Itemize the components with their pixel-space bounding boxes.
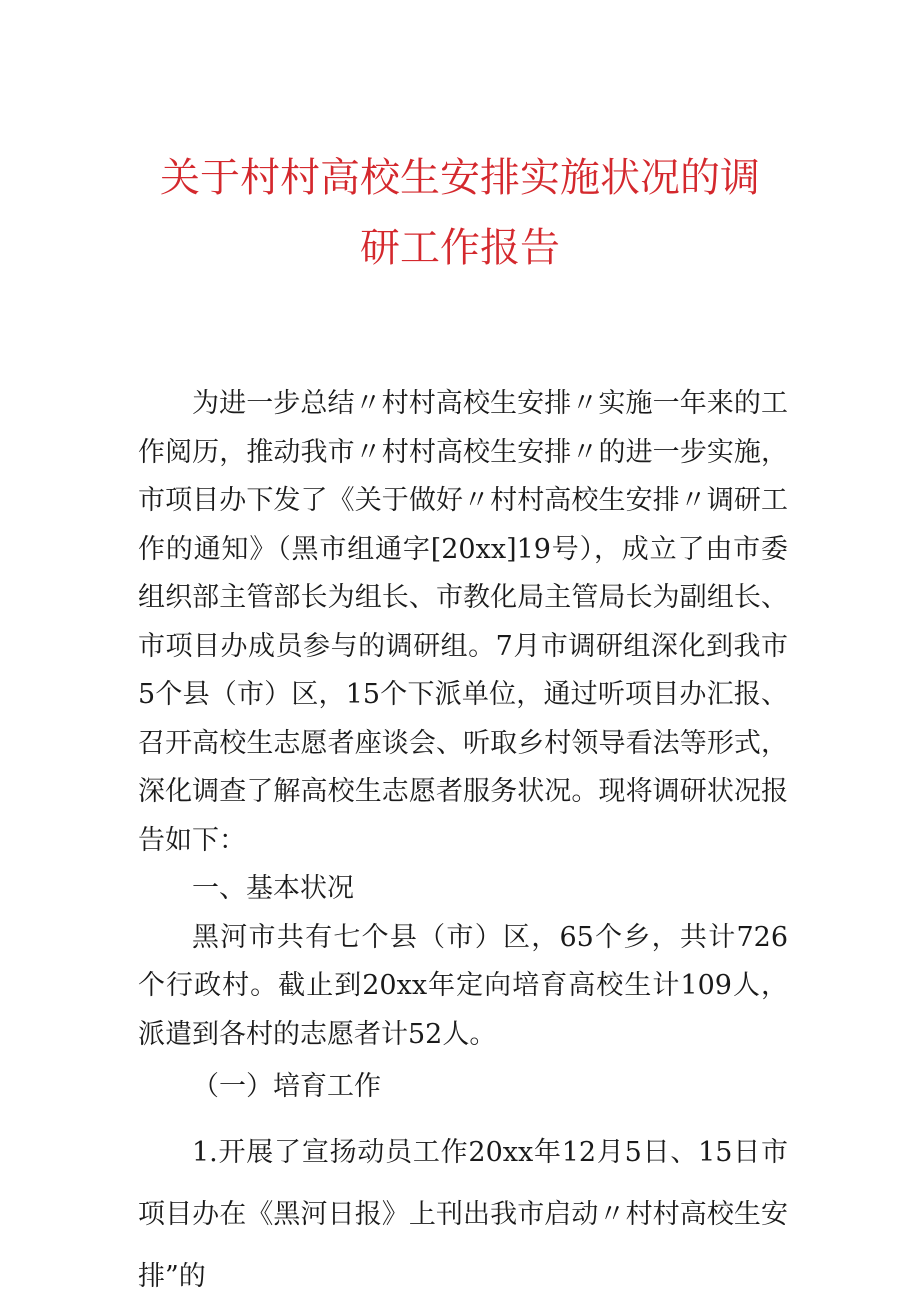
section-heading-basic-situation: 一、基本状况 [192,873,354,904]
item-1-paragraph: 1.开展了宣扬动员工作20xx年12月5日、15日市项目办在《黑河日报》上刊出我市启动〃村村高校生安排”的 [138,1136,788,1292]
document-body [138,380,788,1308]
intro-paragraph: 为进一步总结〃村村高校生安排〃实施一年来的工作阅历，推动我市〃村村高校生安排〃的进一步实施，市项目办下发了《关于做好〃村村高校生安排〃调研工作的通知》（黑市组通字[20xx]19号），成立了由市委组织部主管部长为组长、市教化局主管局长为副组长、市项目办成员参与的调研组。7月市调研组深化到我市5个县（市）区，15个下派单位，通过听项目办汇报、召开高校生志愿者座谈会、听取乡村领导看法等形式，深化调查了解高校生志愿者服务状况。现将调研状况报告如下： [138,388,788,856]
basic-situation-paragraph: 黑河市共有七个县（市）区，65个乡，共计726个行政村。截止到20xx年定向培育高校生计109人，派遣到各村的志愿者计52人。 [138,921,788,1050]
document-title-line-1: 关于村村高校生安排实施状况的调 [160,155,760,201]
document-title-line-2: 研工作报告 [360,225,560,271]
subsection-heading-training: （一）培育工作 [192,1071,381,1102]
